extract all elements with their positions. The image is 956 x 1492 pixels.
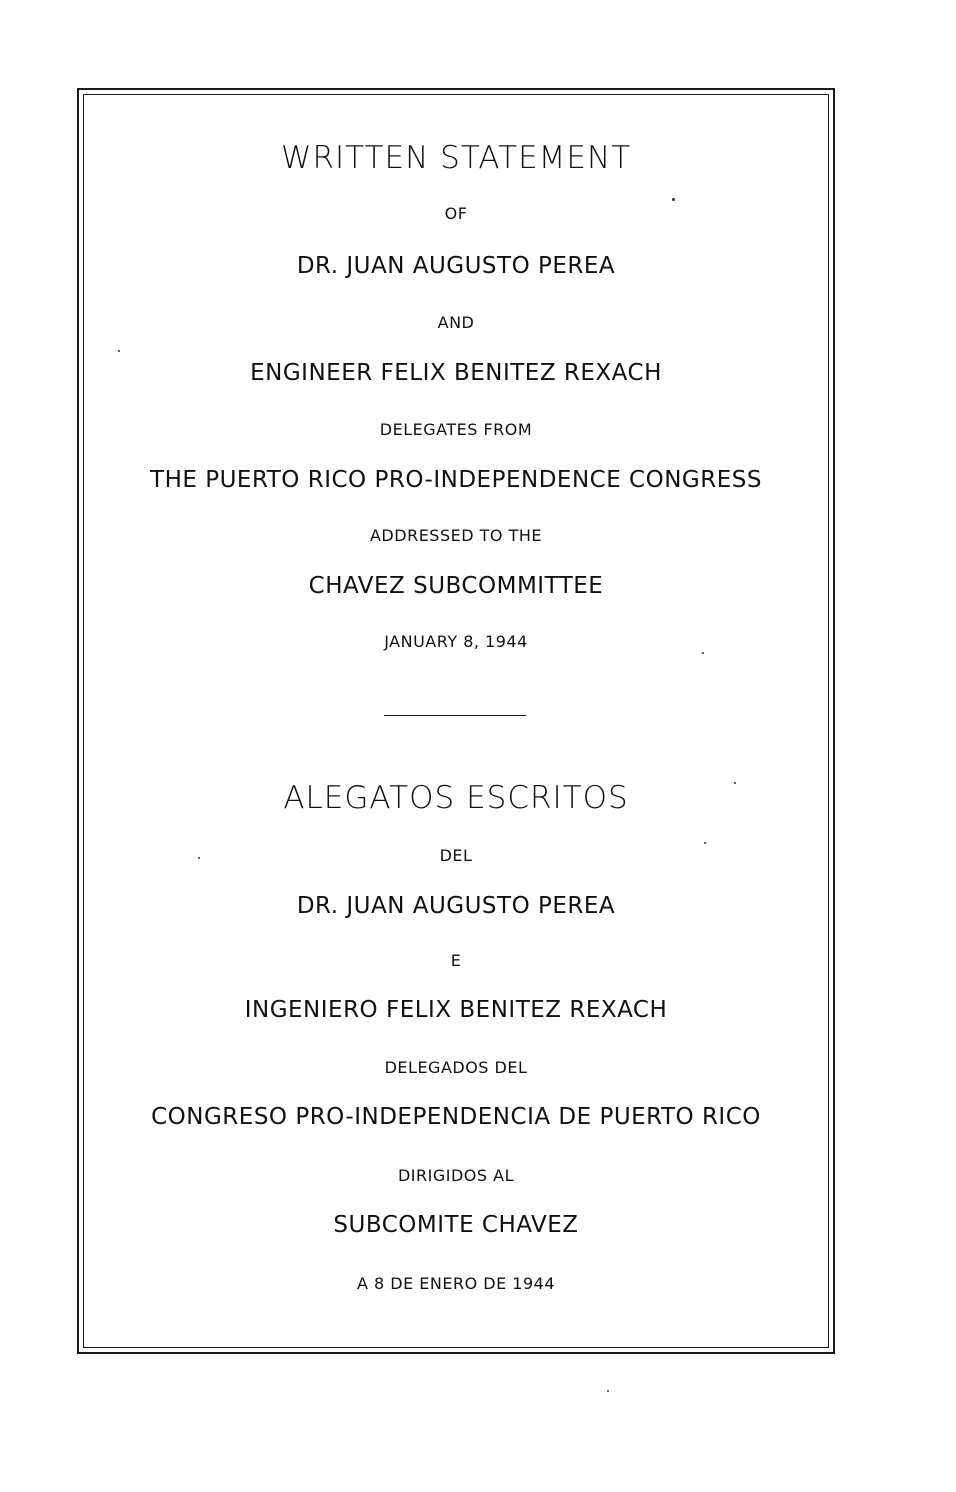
english-addressed-to: ADDRESSED TO THE [369,526,542,545]
english-delegate-1: DR. JUAN AUGUSTO PEREA [296,253,616,279]
english-date: JANUARY 8, 1944 [384,632,528,651]
spanish-del: DEL [439,846,473,865]
inner-border-frame [83,94,829,1348]
scan-speck [672,198,675,201]
spanish-delegate-2: INGENIERO FELIX BENITEZ REXACH [244,997,668,1023]
scan-speck [702,652,704,654]
scan-speck [734,782,736,784]
spanish-dirigidos: DIRIGIDOS AL [397,1166,514,1185]
spanish-e: E [450,951,462,970]
spanish-committee: SUBCOMITE CHAVEZ [333,1212,579,1238]
english-congress: THE PUERTO RICO PRO-INDEPENDENCE CONGRESS [150,467,762,493]
scan-speck [198,857,200,859]
spanish-delegate-1: DR. JUAN AUGUSTO PEREA [296,893,616,919]
english-of: OF [444,204,468,223]
spanish-title: ALEGATOS ESCRITOS [283,780,629,816]
spanish-congress: CONGRESO PRO-INDEPENDENCIA DE PUERTO RICO [151,1104,761,1130]
scan-speck [607,1390,609,1392]
spanish-date: A 8 DE ENERO DE 1944 [356,1274,556,1293]
section-divider [384,715,526,716]
scan-speck [704,842,706,844]
spanish-delegados-del: DELEGADOS DEL [384,1058,528,1077]
scan-speck [118,350,120,352]
english-delegates-from: DELEGATES FROM [379,420,533,439]
english-delegate-2: ENGINEER FELIX BENITEZ REXACH [250,360,662,386]
english-title: WRITTEN STATEMENT [280,140,632,176]
english-and: AND [437,313,475,332]
english-committee: CHAVEZ SUBCOMMITTEE [308,573,604,599]
